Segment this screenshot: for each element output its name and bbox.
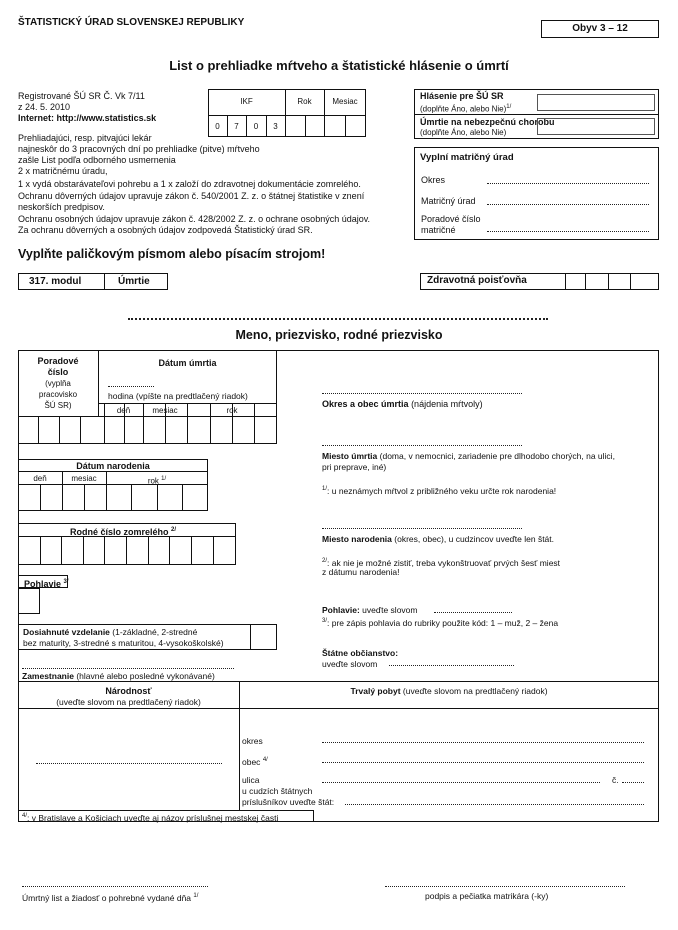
zamestnanie-field[interactable] [22, 668, 234, 669]
vzdelanie-label2: bez maturity, 3-stredné s maturitou, 4-vysokoškolské) [23, 638, 224, 648]
hlasenie-su-sub: (doplňte Áno, alebo Nie)$^{1/}$ [420, 104, 512, 114]
hodina-label: hodina (vpíšte na predtlačený riadok) [108, 391, 248, 401]
footnote-1: $^{1/}$: u neznámych mŕtvol z približného veku určte rok narodenia! [322, 485, 557, 496]
office-name: ŠTATISTICKÝ ÚRAD SLOVENSKEJ REPUBLIKY [18, 17, 245, 28]
trvaly-ulica-label: ulica [242, 775, 260, 785]
divider [80, 416, 81, 444]
poradove-note: (vyplňa [45, 379, 71, 388]
divider [38, 416, 39, 444]
registration-line: Registrované ŠÚ SR Č. Vk 7/11 [18, 91, 145, 101]
divider [208, 115, 366, 116]
divider [83, 536, 84, 565]
trvaly-obec-field[interactable] [322, 762, 644, 763]
signature-field[interactable] [385, 886, 625, 887]
divider [18, 416, 277, 417]
registration-url: Internet: http://www.statistics.sk [18, 113, 157, 123]
divider [187, 403, 188, 444]
trvaly-obec-label: obec $^{4/}$ [242, 756, 268, 767]
zamestnanie-label: Zamestnanie (hlavné alebo posledné vykonávané) [22, 671, 215, 681]
rodne-cislo-label: Rodné číslo zomrelého $^{2/}$ [70, 527, 177, 537]
matricny-poradove-label: Poradové číslo [421, 214, 481, 224]
divider [18, 536, 236, 537]
miesto-umrtia-field[interactable] [322, 445, 522, 446]
umrtny-list-date-field[interactable] [22, 886, 208, 887]
form-title: List o prehliadke mŕtveho a štatistické hlásenie o úmrtí [169, 58, 509, 73]
matricny-okres-label: Okres [421, 175, 446, 185]
ikf-digit: 0 [253, 122, 259, 131]
divider [104, 403, 105, 444]
divider [126, 536, 127, 565]
divider [106, 471, 107, 511]
pohlavie-right-label: Pohlavie: uveďte slovom [322, 605, 418, 615]
trvaly-cislo-field[interactable] [622, 782, 644, 783]
divider [630, 273, 631, 290]
choroba-sub: (doplňte Áno, alebo Nie) [420, 128, 507, 137]
hodina-field[interactable] [108, 386, 154, 387]
poradove-label: číslo [47, 367, 69, 377]
trvaly-cislo-label: č. [612, 775, 619, 785]
divider [18, 681, 659, 682]
datum-narodenia-label: Dátum narodenia [76, 461, 150, 471]
poradove-note: pracovisko [38, 390, 78, 399]
rok-label: rok $^{1/}$ [147, 476, 167, 486]
divider [232, 403, 233, 444]
divider [62, 471, 63, 511]
den-label: deň [33, 474, 47, 483]
divider [182, 484, 183, 511]
divider [305, 115, 306, 137]
choroba-label: Úmrtie na nebezpečnú chorobu [420, 117, 555, 127]
trvaly-stat-field[interactable] [345, 804, 644, 805]
divider [59, 416, 60, 444]
divider [61, 536, 62, 565]
narodnost-label: Národnosť [105, 686, 152, 696]
divider [148, 536, 149, 565]
su-sr-input[interactable] [537, 94, 655, 111]
footnote-4: $^{4/}$; v Bratislave a Košiciach uveďte aj názov príslušnej mestskej časti [22, 812, 279, 823]
divider [313, 810, 314, 822]
vzdelanie-label: Dosiahnuté vzdelanie (1-základné, 2-stredné [23, 627, 198, 637]
ikf-digit: 7 [234, 122, 239, 131]
den-label: deň [116, 406, 131, 415]
divider [18, 484, 208, 485]
trvaly-okres-label: okres [242, 736, 263, 746]
miesto-umrtia-label: Miesto úmrtia (doma, v nemocnici, zariadenie pre dlhodobo chorých, na ulici, [322, 451, 615, 461]
miesto-narodenia-field[interactable] [322, 528, 522, 529]
matricny-urad-label: Matričný úrad [421, 196, 476, 206]
divider [210, 403, 211, 444]
instruction-line: 2 x matričnému úradu, [18, 166, 108, 176]
matricny-poradove-field[interactable] [487, 231, 649, 232]
divider [345, 115, 346, 137]
hlasenie-su-label: Hlásenie pre ŠÚ SR [420, 91, 504, 101]
divider [169, 536, 170, 565]
trvaly-ulica-field[interactable] [322, 782, 600, 783]
narodnost-sub: (uveďte slovom na predtlačený riadok) [56, 697, 201, 707]
footnote-2: $^{2/}$: ak nie je možné zistiť, treba vykonštruovať prvých šesť miest [322, 557, 561, 568]
matricny-okres-field[interactable] [487, 183, 649, 184]
divider [104, 273, 105, 290]
form-code: Obyv 3 – 12 [572, 23, 628, 34]
divider [84, 484, 85, 511]
rok-label: rok [226, 406, 238, 415]
divider [18, 708, 659, 709]
instruction-line: Ochranu dôverných údajov upravuje zákon č. 540/2001 Z. z. o štátnej štatistike v znení [18, 191, 365, 201]
narodnost-field[interactable] [36, 763, 222, 764]
divider [213, 536, 214, 565]
divider [165, 403, 166, 444]
mesiac-label: Mesiac [332, 97, 358, 106]
divider [565, 273, 566, 290]
datum-umrtia-label: Dátum úmrtia [158, 358, 217, 368]
ikf-label: IKF [240, 97, 253, 106]
mesiac-label: mesiac [71, 474, 97, 483]
divider [124, 403, 125, 444]
instruction-line: Prehliadajúci, resp. pitvajúci lekár [18, 133, 152, 143]
umrtny-list-label: Úmrtný list a žiadosť o pohrebné vydané dňa $^{1/}$ [22, 892, 199, 903]
divider [608, 273, 609, 290]
vzdelanie-input[interactable] [251, 625, 276, 649]
obcianstvo-label: Štátne občianstvo: [322, 648, 399, 658]
ikf-digit: 0 [215, 122, 220, 131]
divider [143, 403, 144, 444]
mesiac-label: mesiac [152, 406, 178, 415]
rok-label: Rok [297, 97, 312, 106]
obcianstvo-field[interactable] [389, 665, 514, 666]
footnote-3: $^{3/}$: pre zápis pohlavia do rubriky použite kód: 1 – muž, 2 – žena [322, 617, 559, 628]
instruction-line: najneskôr do 3 pracovných dní po prehliadke (pitve) mŕtveho [18, 144, 260, 154]
divider [254, 403, 255, 444]
okres-obec-label: Okres a obec úmrtia (nájdenia mŕtvoly) [322, 399, 483, 409]
instruction-line: 1 x vydá obstarávateľovi pohrebu a 1 x založí do zdravotnej dokumentácie zomrelého. [18, 179, 361, 189]
poradove-note: ŠÚ SR) [44, 401, 72, 410]
divider [18, 471, 208, 472]
registration-date: z 24. 5. 2010 [18, 102, 71, 112]
fill-note: Vyplňte paličkovým písmom alebo písacím strojom! [18, 247, 326, 261]
name-title: Meno, priezvisko, rodné priezvisko [235, 328, 443, 342]
modul-code: 317. modul [29, 276, 82, 287]
divider [131, 484, 132, 511]
pohlavie-slovom-field[interactable] [434, 612, 512, 613]
divider [157, 484, 158, 511]
modul-name: Úmrtie [118, 276, 150, 287]
name-field[interactable] [128, 318, 548, 320]
divider [104, 536, 105, 565]
ikf-digit: 3 [273, 122, 278, 131]
pohlavie-input[interactable] [18, 588, 40, 614]
trvaly-cudzinci-label: u cudzích štátnych [242, 786, 313, 796]
divider [40, 484, 41, 511]
signature-label: podpis a pečiatka matrikára (-ky) [425, 891, 549, 901]
divider [585, 273, 586, 290]
divider [239, 681, 240, 810]
instruction-line: zašle List podľa odborného usmernenia [18, 155, 176, 165]
instruction-line: Za ochranu dôverných a osobných údajov zodpovedá Štatistický úrad SR. [18, 225, 313, 235]
form-code-box [541, 20, 659, 38]
pohlavie-label: Pohlavie $^{3/}$ [24, 579, 69, 589]
matricny-urad-field[interactable] [487, 204, 649, 205]
trvaly-cudzinci-label2: príslušníkov uveďte štát: [242, 797, 335, 807]
trvaly-pobyt-label: Trvalý pobyt (uveďte slovom na predtlačený riadok) [350, 686, 548, 696]
divider [191, 536, 192, 565]
okres-obec-field[interactable] [322, 393, 522, 394]
instruction-line: Ochranu osobných údajov upravuje zákon č. 428/2002 Z. z. o ochrane osobných údajov. [18, 214, 371, 224]
matricny-poradove-label2: matričné [421, 225, 456, 235]
choroba-input[interactable] [537, 118, 655, 135]
poradove-label: Poradové [37, 356, 79, 366]
divider [40, 536, 41, 565]
obcianstvo-label2: uveďte slovom [322, 659, 378, 669]
miesto-narodenia-label: Miesto narodenia (okres, obec), u cudzincov uveďte len štát. [322, 534, 555, 544]
poistovna-label: Zdravotná poisťovňa [427, 275, 527, 286]
matricny-title: Vyplní matričný úrad [420, 152, 514, 163]
miesto-umrtia-label2: pri preprave, iné) [322, 462, 387, 472]
footnote-2b: z dátumu narodenia! [322, 567, 400, 577]
trvaly-okres-field[interactable] [322, 742, 644, 743]
instruction-line: neskorších predpisov. [18, 202, 105, 212]
